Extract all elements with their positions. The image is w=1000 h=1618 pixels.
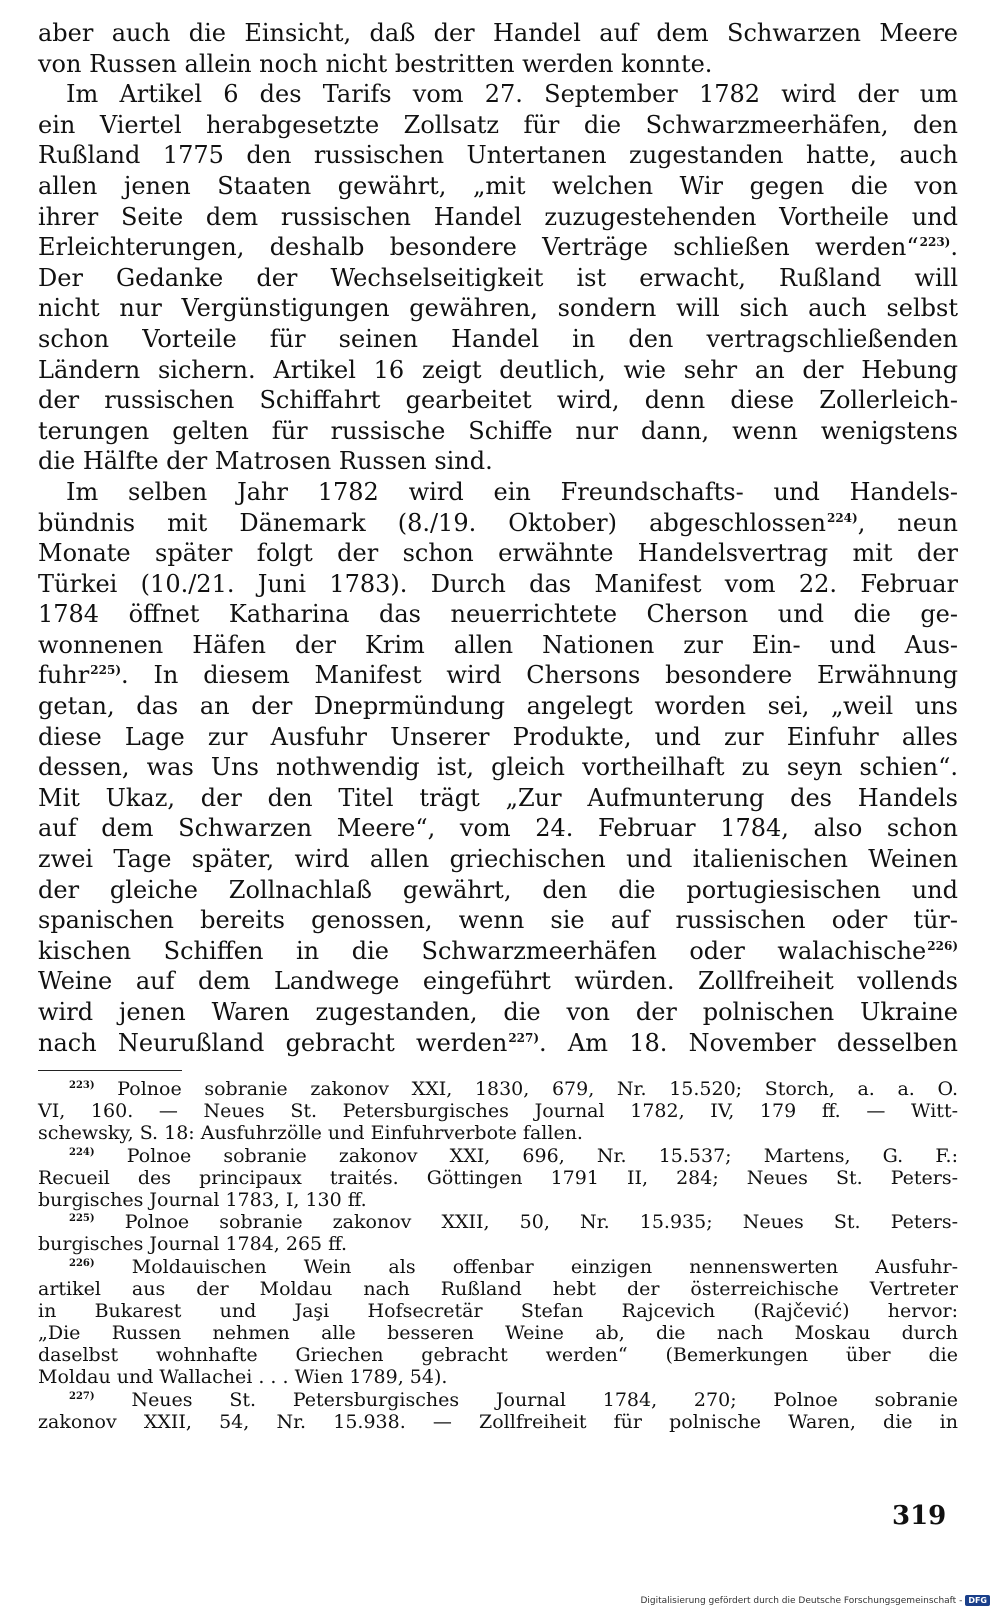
text-line: Monate später folgt der schon erwähnte Handelsvertrag mit der: [38, 539, 958, 568]
page-number: 319: [892, 1501, 947, 1531]
text-segment: Neues St. Petersburgisches Journal 1784, 270; Polnoe sobranie: [131, 1388, 958, 1411]
text-line: [38, 508, 958, 539]
text-segment: fuhr: [38, 661, 90, 690]
footnote-ref[interactable]: 224): [826, 510, 858, 525]
text-line: wonnenen Häfen der Krim allen Nationen zur Ein- und Aus-: [38, 630, 958, 659]
text-line: die Hälfte der Matrosen Russen sind.: [38, 447, 493, 476]
text-segment: Moldauischen Wein als offenbar einzigen nennenswerten Ausfuhr-: [131, 1255, 958, 1278]
footnote-divider: [38, 1070, 182, 1071]
footnote-marker: 224): [69, 1146, 95, 1158]
text-line: Im Artikel 6 des Tarifs vom 27. September 1782 wird der um: [66, 80, 958, 109]
footnote-ref[interactable]: 223): [919, 235, 951, 250]
footnote-line: [38, 1145, 958, 1167]
text-segment: Polnoe sobranie zakonov XXII, 50, Nr. 15.935; Neues St. Peters-: [124, 1211, 958, 1234]
footnote-line: Moldau und Wallachei . . . Wien 1789, 54).: [38, 1366, 448, 1389]
text-segment: bündnis mit Dänemark (8./19. Oktober) abgeschlossen: [38, 508, 826, 537]
text-segment: Erleichterungen, deshalb besondere Verträge schließen werden“: [38, 233, 919, 262]
footnote-marker: 223): [69, 1080, 95, 1091]
text-line: Ländern sichern. Artikel 16 zeigt deutlich, wie sehr an der Hebung: [38, 355, 958, 384]
text-line: aber auch die Einsicht, daß der Handel auf dem Schwarzen Meere: [38, 19, 958, 47]
text-segment: . In diesem Manifest wird Chersons besondere Erwähnung: [121, 661, 958, 690]
text-line: dessen, was Uns nothwendig ist, gleich vortheilhaft zu seyn schien“.: [38, 753, 958, 782]
text-line: der russischen Schiffahrt gearbeitet wird, denn diese Zollerleich-: [38, 386, 958, 415]
footnote-line: Recueil des principaux traités. Göttingen 1791 II, 284; Neues St. Peters-: [38, 1166, 958, 1189]
dfg-logo: DFG: [965, 1595, 990, 1606]
main-text: [38, 18, 958, 1058]
text-line: [38, 660, 958, 691]
text-line: 1784 öffnet Katharina das neuerrichtete Cherson und die ge-: [38, 600, 958, 629]
text-line: [38, 1028, 958, 1059]
text-segment: Polnoe sobranie zakonov XXI, 696, Nr. 15.537; Martens, G. F.:: [126, 1144, 958, 1167]
text-line: getan, das an der Dneprmündung angelegt worden sei, „weil uns: [38, 692, 958, 721]
text-line: Mit Ukaz, der den Titel trägt „Zur Aufmunterung des Handels: [38, 783, 958, 812]
footnote-ref[interactable]: 227): [508, 1030, 540, 1045]
footnote-line: [38, 1078, 958, 1100]
text-line: Türkei (10./21. Juni 1783). Durch das Manifest vom 22. Februar: [38, 569, 958, 598]
footer-text: Digitalisierung gefördert durch die Deutsche Forschungsgemeinschaft -: [640, 1596, 963, 1606]
text-line: [38, 232, 958, 263]
text-line: ihrer Seite dem russischen Handel zuzugestehenden Vortheile und: [38, 202, 958, 231]
footnote-line: burgisches Journal 1783, I, 130 ff.: [38, 1188, 367, 1211]
footnote-marker: 227): [69, 1390, 95, 1402]
text-line: von Russen allein noch nicht bestritten werden konnte.: [38, 49, 713, 78]
text-line: nicht nur Vergünstigungen gewähren, sondern will sich auch selbst: [38, 294, 958, 323]
text-line: schon Vorteile für seinen Handel in den vertragschließenden: [38, 324, 958, 353]
text-line: Der Gedanke der Wechselseitigkeit ist erwacht, Rußland will: [38, 263, 958, 292]
footnote-marker: 226): [69, 1257, 95, 1269]
text-line: terungen gelten für russische Schiffe nur dann, wenn wenigstens: [38, 416, 958, 445]
text-line: diese Lage zur Ausfuhr Unserer Produkte, und zur Einfuhr alles: [38, 722, 958, 751]
footnotes: [38, 1078, 958, 1433]
footnote-line: [38, 1211, 958, 1233]
text-segment: nach Neurußland gebracht werden: [38, 1028, 508, 1057]
text-line: Weine auf dem Landwege eingeführt würden. Zollfreiheit vollends: [38, 967, 958, 996]
footnote-line: burgisches Journal 1784, 265 ff.: [38, 1233, 348, 1256]
text-line: [38, 936, 958, 967]
footnote-line: daselbst wohnhafte Griechen gebracht werden“ (Bemerkungen über die: [38, 1344, 958, 1367]
text-segment: .: [950, 233, 958, 262]
text-line: allen jenen Staaten gewährt, „mit welchen Wir gegen die von: [38, 171, 958, 200]
footnote-line: in Bukarest und Jaşi Hofsecretär Stefan Rajcevich (Rajčević) hervor:: [38, 1299, 958, 1322]
footnote-line: zakonov XXII, 54, Nr. 15.938. — Zollfreiheit für polnische Waren, die in: [38, 1410, 958, 1433]
text-line: Im selben Jahr 1782 wird ein Freundschafts- und Handels-: [66, 477, 958, 506]
text-line: der gleiche Zollnachlaß gewährt, den die portugiesischen und: [38, 875, 958, 904]
footnote-line: VI, 160. — Neues St. Petersburgisches Journal 1782, IV, 179 ff. — Witt-: [38, 1100, 958, 1123]
footnote-line: [38, 1389, 958, 1411]
text-line: zwei Tage später, wird allen griechischen und italienischen Weinen: [38, 845, 958, 874]
text-segment: , neun: [857, 508, 958, 537]
text-segment: Polnoe sobranie zakonov XXI, 1830, 679, Nr. 15.520; Storch, a. a. O.: [117, 1078, 958, 1100]
text-line: spanischen bereits genossen, wenn sie auf russischen oder tür-: [38, 906, 958, 935]
footnote-line: schewsky, S. 18: Ausfuhrzölle und Einfuhrverbote fallen.: [38, 1122, 583, 1145]
text-segment: kischen Schiffen in die Schwarzmeerhäfen oder walachische: [38, 936, 927, 965]
footnote-marker: 225): [69, 1213, 95, 1225]
text-line: wird jenen Waren zugestanden, die von der polnischen Ukraine: [38, 998, 958, 1026]
text-line: ein Viertel herabgesetzte Zollsatz für die Schwarzmeerhäfen, den: [38, 110, 958, 139]
footnote-ref[interactable]: 225): [90, 663, 122, 678]
digitization-footer: [640, 1595, 990, 1606]
footnote-line: artikel aus der Moldau nach Rußland hebt der österreichische Vertreter: [38, 1277, 958, 1300]
footnote-ref[interactable]: 226): [927, 938, 958, 953]
footnote-line: „Die Russen nehmen alle besseren Weine ab, die nach Moskau durch: [38, 1322, 958, 1345]
text-segment: . Am 18. November desselben: [539, 1028, 958, 1057]
text-line: Rußland 1775 den russischen Untertanen zugestanden hatte, auch: [38, 141, 958, 170]
footnote-line: [38, 1256, 958, 1278]
text-line: auf dem Schwarzen Meere“, vom 24. Februar 1784, also schon: [38, 814, 958, 843]
